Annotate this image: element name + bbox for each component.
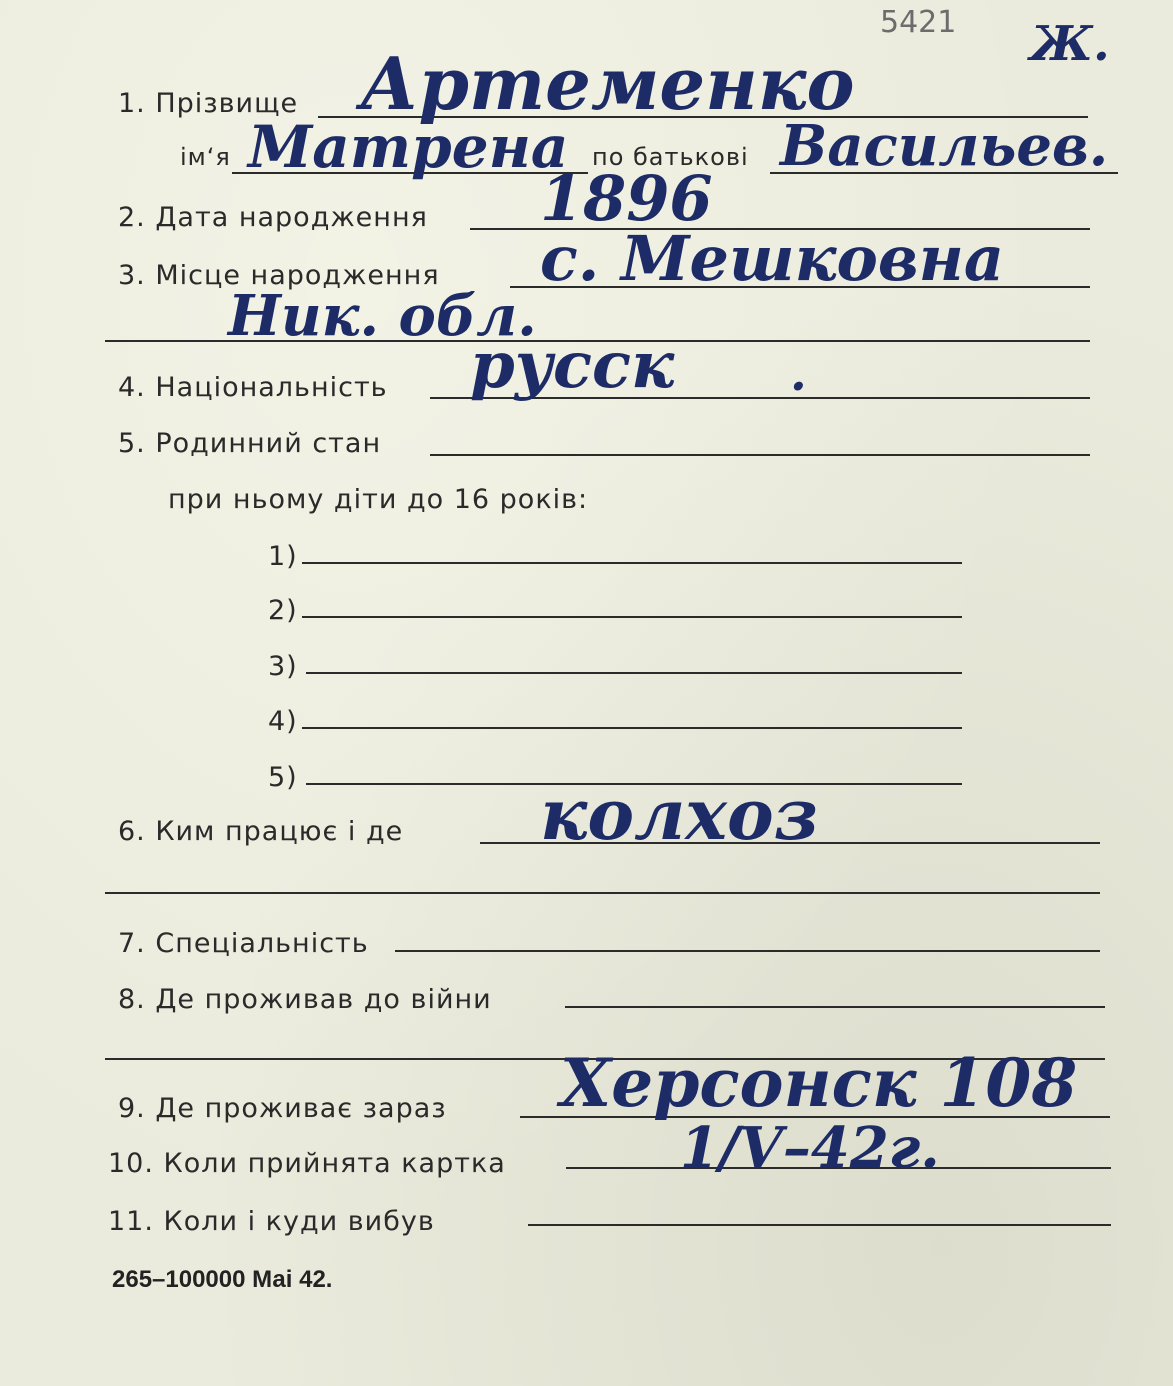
speciality-label: 7. Спеціальність [118,928,369,959]
prewar-residence-label: 8. Де проживав до війни [118,984,492,1015]
surname-label: 1. Прізвище [118,88,299,119]
birth-date-handwritten: 1896 [540,162,713,235]
birth-place-handwritten-1: с. Мешковна [540,222,1005,295]
child-5-label: 5) [268,762,298,793]
surname-handwritten: Артеменко [360,41,855,126]
work-handwritten: колхоз [540,773,819,856]
departed-label: 11. Коли і куди вибув [108,1206,435,1237]
archive-number: 5421 [880,5,957,40]
children-label: при ньому діти до 16 років: [168,484,589,515]
child-1-label: 1) [268,541,298,572]
patronymic-handwritten: Васильев. [780,113,1109,179]
name-label: ім‘я [180,143,231,171]
child-3-line[interactable] [306,672,962,674]
card-accepted-label: 10. Коли прийнята картка [108,1148,506,1179]
birth-place-handwritten-2: Ник. обл. [228,283,537,349]
child-4-line[interactable] [302,727,962,729]
child-2-label: 2) [268,595,298,626]
card-accepted-handwritten: 1/V–42г. [680,1115,940,1181]
child-4-label: 4) [268,706,298,737]
nationality-label: 4. Національність [118,372,388,403]
child-1-line[interactable] [302,562,962,564]
birth-date-label: 2. Дата народження [118,202,428,233]
speciality-line[interactable] [395,950,1100,952]
family-label: 5. Родинний стан [118,428,382,459]
child-3-label: 3) [268,651,298,682]
name-handwritten: Матрена [248,113,569,181]
child-2-line[interactable] [302,616,962,618]
work-label: 6. Ким працює і де [118,816,404,847]
current-residence-label: 9. Де проживає зараз [118,1093,447,1124]
current-residence-handwritten: Херсонск 108 [560,1044,1078,1122]
work-line-2[interactable] [105,892,1100,894]
gender-handwritten: Ж. [1030,16,1110,72]
family-line[interactable] [430,454,1090,456]
prewar-residence-line[interactable] [565,1006,1105,1008]
nationality-handwritten: русск [470,328,675,403]
print-code: 265–100000 Маі 42. [112,1266,333,1293]
birth-place-label: 3. Місце народження [118,260,440,291]
patronymic-label: по батькові [592,143,749,171]
departed-line[interactable] [528,1224,1111,1226]
nationality-dot: . [790,346,807,402]
